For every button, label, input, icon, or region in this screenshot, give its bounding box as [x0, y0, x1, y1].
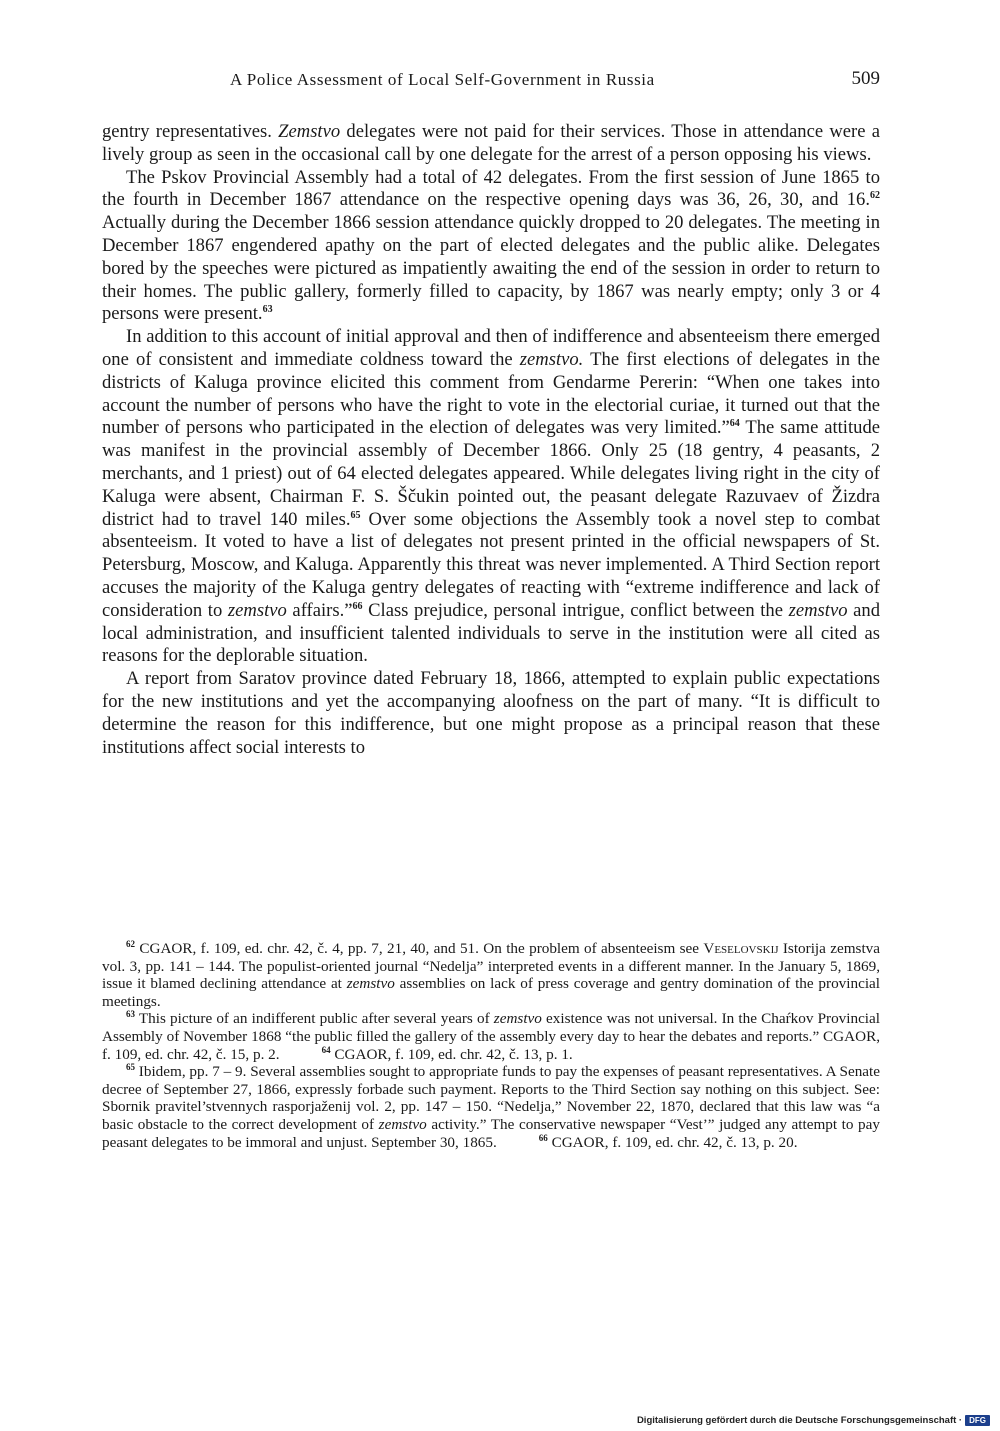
text-run: In addition to this account of initial approval and then of indifference and absenteeism there emerged one of consistent and immediate coldness toward the	[102, 326, 880, 370]
credit-text: Digitalisierung gefördert durch die Deutsche Forschungsgemeinschaft ·	[636, 1415, 963, 1426]
footnote-65	[102, 1063, 880, 1151]
text-run: Class prejudice, personal intrigue, conflict between the	[362, 599, 789, 621]
text-run: Actually during the December 1866 session attendance quickly dropped to 20 delegates. The meeting in December 1867 engendered apathy on the part of elected delegates and the public alike. Delegates bored by the speeches were pictured as impatiently awaiting the end of the session in order to return to their homes. The public gallery, formerly filled to capacity, by 1867 was nearly empty; only 3 or 4 persons were present.	[102, 212, 880, 325]
text-run: Istorija zemstva vol. 3, pp. 141 – 144. The populist-oriented journal “Nedelja” interpreted events in a different manner. In the January 5, 1869, issue it blamed declining attendance at	[102, 940, 880, 993]
footnote-number: 64	[321, 1044, 331, 1055]
footnote-ref: 66	[352, 600, 363, 612]
text-run: Ibidem, pp. 7 – 9. Several assemblies sought to appropriate funds to pay the expenses of peasant representatives. A Senate decree of September 27, 1866, expressly forbade such payment. Reports to the Third Section say nothing on this subject. See: Sbornik pravitel’stvennych rasporjaženij vol. 2, pp. 147 – 150. “Nedelja,” November 22, 1870, declared that this law was “a basic obstacle to the correct development of	[102, 1063, 880, 1133]
digitization-credit	[637, 1415, 990, 1426]
italic-term: Zemstvo	[278, 121, 341, 142]
text-run: The same attitude was manifest in the provincial assembly of December 1866. Only 25 (18 gentry, 4 peasants, 2 merchants, and 1 priest) out of 64 elected delegates appeared. While delegates living right in the city of Kaluga were absent, Chairman F. S. Ščukin pointed out, the peasant delegate Razuvaev of Žizdra district had to travel 140 miles.	[102, 417, 880, 530]
footnote-62	[102, 940, 880, 1010]
text-run: activity.” The conservative newspaper “Vest’” judged any attempt to pay peasant delegates to be immoral and unjust. September 30, 1865.	[102, 1115, 880, 1151]
text-run: The first elections of delegates in the districts of Kaluga province elicited this comment from Gendarme Pererin: “When one takes into account the number of persons who have the right to vote in the electorial curiae, it turned out that the number of persons who participated in the election of delegates was very limited.”	[102, 348, 880, 439]
text-run: Over some objections the Assembly took a novel step to combat absenteeism. It voted to have a list of delegates not present printed in the official newspapers of St. Petersburg, Moscow, and Kaluga. Apparently this threat was never implemented. A Third Section report accuses the majority of the Kaluga gentry delegates of reacting with “extreme indifference and lack of consideration to	[102, 508, 880, 621]
paragraph-3	[102, 326, 880, 668]
footnotes	[102, 940, 880, 1151]
text-run: existence was not universal. In the Chaŕkov Provincial Assembly of November 1868 “the public filled the gallery of the assembly every day to hear the debates and reports.” CGAOR, f. 109, ed. chr. 42, č. 15, p. 2.	[102, 1010, 880, 1063]
paragraph-4: A report from Saratov province dated February 18, 1866, attempted to explain public expectations for the new institutions and yet the accompanying aloofness on the part of many. “It is difficult to determine the reason for this indifference, but one might propose as a principal reason that these institutions affect social interests to	[102, 668, 880, 758]
paragraph-2	[102, 167, 880, 327]
dfg-logo: DFG	[965, 1415, 990, 1426]
text-run: CGAOR, f. 109, ed. chr. 42, č. 13, p. 20.	[547, 1133, 798, 1151]
italic-term: zemstvo	[378, 1115, 427, 1133]
italic-term: zemstvo	[493, 1010, 542, 1028]
footnote-ref: 63	[262, 304, 273, 316]
author-name: Veselovskij	[703, 940, 779, 957]
footnote-number: 62	[126, 939, 135, 949]
italic-term: zemstvo	[346, 975, 395, 993]
body-text	[102, 121, 880, 759]
text-run: CGAOR, f. 109, ed. chr. 42, č. 4, pp. 7, 21, 40, and 51. On the problem of absenteeism see	[135, 940, 704, 957]
footnote-ref: 62	[870, 190, 880, 202]
footnote-number: 63	[126, 1009, 135, 1020]
running-header	[100, 70, 880, 98]
italic-term: zemstvo.	[519, 348, 584, 370]
text-run: assemblies on lack of press coverage and gentry domination of the provincial meetings.	[102, 975, 880, 1010]
running-title: A Police Assessment of Local Self-Government in Russia	[230, 70, 655, 89]
text-run: This picture of an indifferent public after several years of	[135, 1010, 494, 1028]
text-run: CGAOR, f. 109, ed. chr. 42, č. 13, p. 1.	[330, 1045, 573, 1063]
footnote-number: 65	[126, 1062, 135, 1073]
footnote-ref: 64	[729, 418, 740, 430]
footnote-66	[539, 1134, 798, 1151]
italic-term: zemstvo	[788, 599, 848, 621]
text-run: affairs.”	[286, 599, 353, 621]
italic-term: zemstvo	[227, 599, 287, 621]
footnote-ref: 65	[350, 509, 361, 521]
text-run: and local administration, and insufficient talented individuals to serve in the institution were all cited as reasons for the deplorable situation.	[102, 599, 880, 667]
page-number: 509	[851, 68, 880, 89]
paragraph-1	[102, 121, 880, 167]
text-run: gentry representatives.	[102, 121, 279, 142]
footnote-63	[102, 1010, 880, 1063]
text-run: The Pskov Provincial Assembly had a total of 42 delegates. From the first session of June 1865 to the fourth in December 1867 attendance on the respective opening days was 36, 26, 30, and 16.	[102, 166, 880, 211]
footnote-number: 66	[538, 1132, 548, 1143]
text-run: delegates were not paid for their services. Those in attendance were a lively group as seen in the occasional call by one delegate for the arrest of a person opposing his views.	[102, 121, 880, 165]
footnote-64	[322, 1046, 573, 1063]
